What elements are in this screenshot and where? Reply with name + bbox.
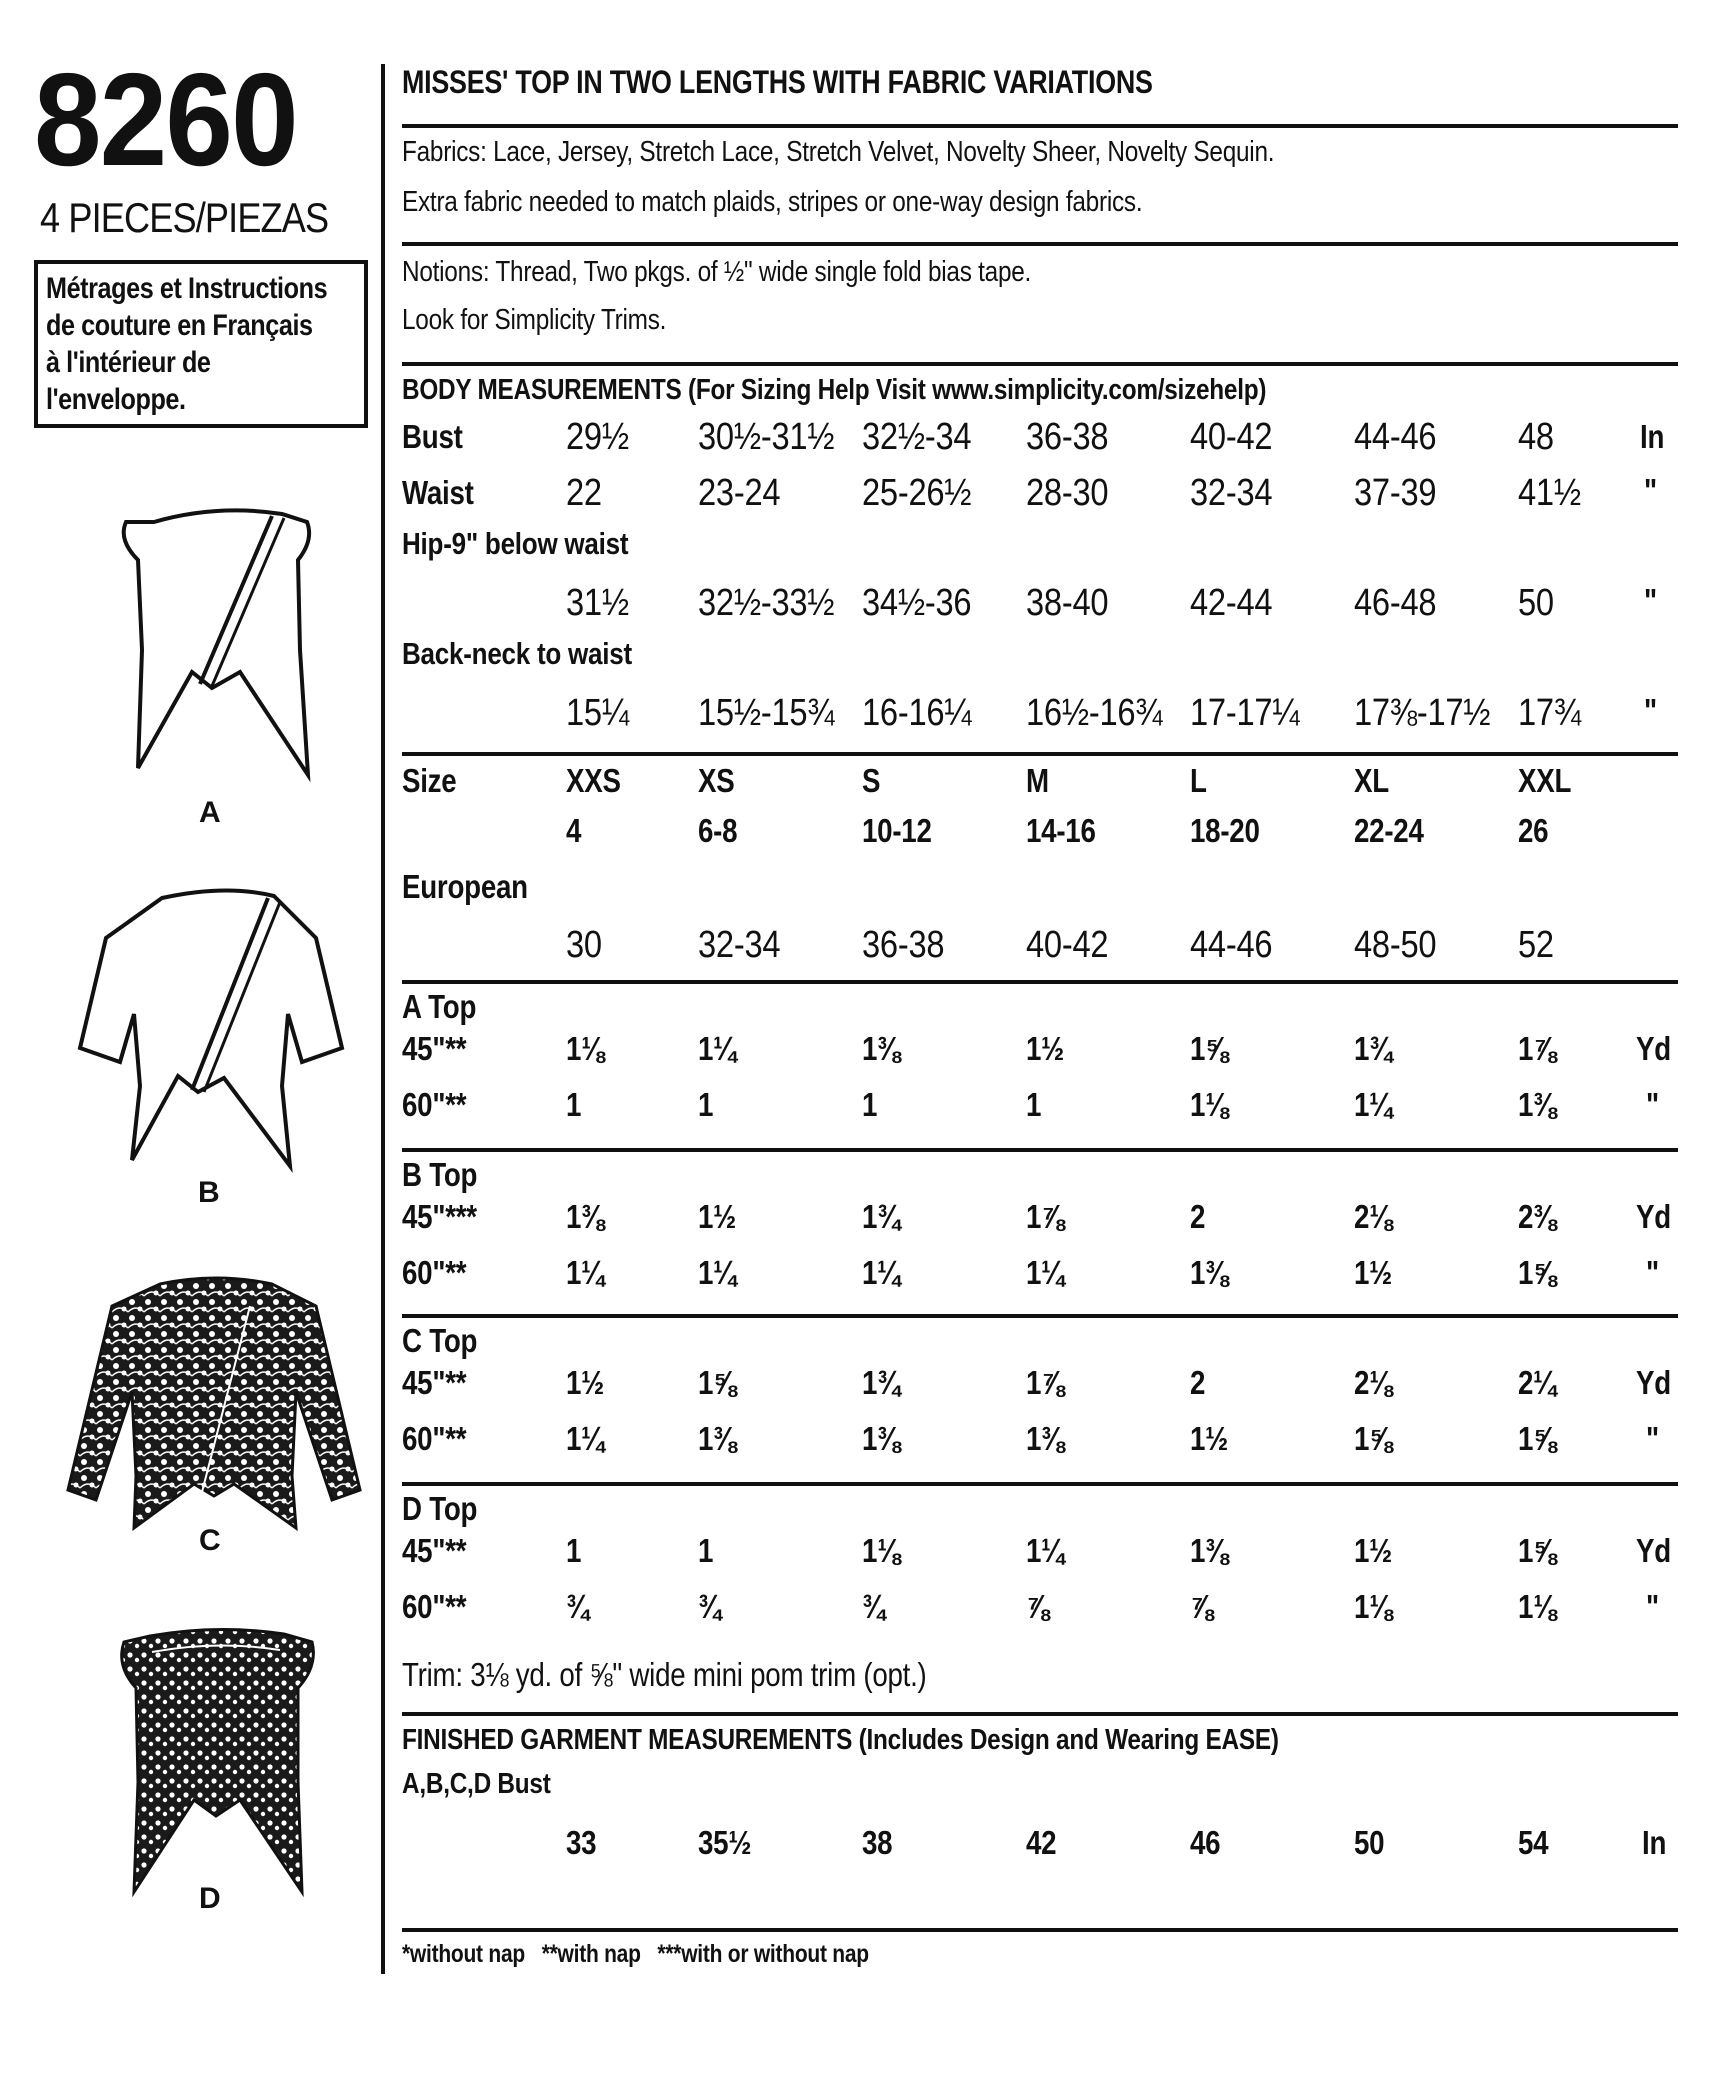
notions-note: Look for Simplicity Trims.	[402, 304, 667, 336]
cell: 29½	[566, 416, 629, 458]
cell: XL	[1354, 762, 1389, 799]
cell: 1⅞	[1518, 1030, 1557, 1067]
fabric-width-label: 60"**	[402, 1254, 467, 1291]
cell: 1⅝	[1354, 1420, 1393, 1457]
cell: 15½-15¾	[698, 692, 835, 734]
view-yardage-label: B Top	[402, 1156, 478, 1193]
cell: S	[862, 762, 881, 799]
cell: 18-20	[1190, 812, 1260, 849]
finished-bust-label: A,B,C,D Bust	[402, 1768, 551, 1800]
cell: 1⅛	[1354, 1588, 1393, 1625]
view-c-label: C	[199, 1524, 221, 1557]
cell: 52	[1518, 924, 1554, 966]
cell: 1⅞	[1026, 1198, 1065, 1235]
cell: 2¼	[1518, 1364, 1557, 1401]
cell: 1⅝	[1518, 1254, 1557, 1291]
cell: 1⅜	[698, 1420, 737, 1457]
body-measurements-heading: BODY MEASUREMENTS (For Sizing Help Visit www.simplicity.com/sizehelp)	[402, 374, 1267, 406]
cell: 50	[1354, 1824, 1385, 1861]
cell: 1½	[1354, 1254, 1393, 1291]
cell: ¾	[566, 1588, 589, 1625]
view-d-label: D	[199, 1882, 221, 1915]
french-note-line: Métrages et Instructions	[46, 272, 328, 305]
cell: L	[1190, 762, 1207, 799]
cell: 14-16	[1026, 812, 1096, 849]
cell: 17¾	[1518, 692, 1581, 734]
cell: 2⅛	[1354, 1364, 1393, 1401]
french-note-line: à l'intérieur de	[46, 346, 211, 379]
cell: M	[1026, 762, 1049, 799]
cell: 26	[1518, 812, 1549, 849]
fabric-width-label: 45"**	[402, 1532, 467, 1569]
backneck-label: Back-neck to waist	[402, 636, 632, 671]
cell: 1	[566, 1532, 582, 1569]
cell: 44-46	[1354, 416, 1437, 458]
divider	[402, 980, 1678, 984]
cell: 46-48	[1354, 582, 1437, 624]
view-yardage-label: D Top	[402, 1490, 478, 1527]
cell: 31½	[566, 582, 629, 624]
finished-heading: FINISHED GARMENT MEASUREMENTS (Includes Design and Wearing EASE)	[402, 1724, 1279, 1756]
cell: 1¼	[698, 1254, 737, 1291]
cell: 1¼	[698, 1030, 737, 1067]
cell: XXS	[566, 762, 621, 799]
divider	[402, 1712, 1678, 1716]
column-divider	[381, 64, 385, 1974]
trim-note: Trim: 3⅛ yd. of ⅝" wide mini pom trim (opt.)	[402, 1656, 927, 1693]
cell: 40-42	[1190, 416, 1273, 458]
divider	[402, 242, 1678, 246]
cell: ¾	[862, 1588, 885, 1625]
cell: 1⅛	[862, 1532, 901, 1569]
cell: 17⅜-17½	[1354, 692, 1491, 734]
cell: 1¾	[862, 1198, 901, 1235]
waist-label: Waist	[402, 474, 474, 511]
bust-label: Bust	[402, 418, 463, 455]
yardage-unit: "	[1646, 1086, 1659, 1123]
yardage-unit: Yd	[1636, 1532, 1671, 1569]
yardage-unit: Yd	[1636, 1030, 1671, 1067]
cell: ⅞	[1190, 1588, 1213, 1625]
cell: 41½	[1518, 472, 1581, 514]
cell: 38-40	[1026, 582, 1109, 624]
cell: 38	[862, 1824, 893, 1861]
cell: 1⅛	[566, 1030, 605, 1067]
divider	[402, 124, 1678, 128]
cell: 1	[862, 1086, 878, 1123]
cell: 1¼	[862, 1254, 901, 1291]
cell: 42	[1026, 1824, 1057, 1861]
fabric-width-label: 45"**	[402, 1364, 467, 1401]
cell: 42-44	[1190, 582, 1273, 624]
cell: 1⅝	[698, 1364, 737, 1401]
cell: 1⅞	[1026, 1364, 1065, 1401]
backneck-unit: "	[1644, 692, 1657, 729]
cell: 4	[566, 812, 582, 849]
cell: 17-17¼	[1190, 692, 1300, 734]
cell: 1¼	[566, 1254, 605, 1291]
cell: 1⅝	[1518, 1532, 1557, 1569]
fabrics-note: Extra fabric needed to match plaids, stripes or one-way design fabrics.	[402, 186, 1143, 218]
french-instructions-box	[34, 260, 368, 428]
cell: 40-42	[1026, 924, 1109, 966]
cell: 54	[1518, 1824, 1549, 1861]
cell: 1⅛	[1190, 1086, 1229, 1123]
cell: 1½	[1190, 1420, 1229, 1457]
cell: 1¾	[862, 1364, 901, 1401]
view-b-illustration	[76, 878, 346, 1178]
cell: 32-34	[698, 924, 781, 966]
cell: 28-30	[1026, 472, 1109, 514]
cell: 1	[566, 1086, 582, 1123]
nap-footnote: *without nap **with nap ***with or without nap	[402, 1940, 869, 1968]
cell: 16-16¼	[862, 692, 972, 734]
divider	[402, 1482, 1678, 1486]
cell: 22-24	[1354, 812, 1424, 849]
cell: XXL	[1518, 762, 1572, 799]
view-yardage-label: A Top	[402, 988, 477, 1025]
hip-unit: "	[1644, 582, 1657, 619]
finished-unit: In	[1642, 1824, 1667, 1861]
cell: 44-46	[1190, 924, 1273, 966]
cell: 32½-34	[862, 416, 972, 458]
cell: 1⅜	[1026, 1420, 1065, 1457]
cell: 1¼	[1026, 1532, 1065, 1569]
european-label: European	[402, 868, 528, 905]
yardage-unit: Yd	[1636, 1198, 1671, 1235]
yardage-unit: "	[1646, 1420, 1659, 1457]
fabric-width-label: 60"**	[402, 1420, 467, 1457]
french-note-line: de couture en Français	[46, 309, 313, 342]
cell: 34½-36	[862, 582, 972, 624]
cell: ⅞	[1026, 1588, 1049, 1625]
bust-unit: In	[1640, 418, 1665, 455]
cell: 23-24	[698, 472, 781, 514]
divider	[402, 1148, 1678, 1152]
fabric-width-label: 45"***	[402, 1198, 477, 1235]
french-note-line: l'enveloppe.	[46, 383, 186, 416]
cell: 10-12	[862, 812, 932, 849]
fabrics-line	[402, 138, 1274, 167]
cell: 1½	[698, 1198, 737, 1235]
cell: 1⅜	[1518, 1086, 1557, 1123]
cell: 15¼	[566, 692, 629, 734]
yardage-unit: Yd	[1636, 1364, 1671, 1401]
divider	[402, 362, 1678, 366]
yardage-unit: "	[1646, 1588, 1659, 1625]
pattern-number: 8260	[34, 46, 297, 193]
cell: 1⅛	[1518, 1588, 1557, 1625]
divider	[402, 752, 1678, 756]
cell: 22	[566, 472, 602, 514]
cell: 35½	[698, 1824, 752, 1861]
cell: 36-38	[862, 924, 945, 966]
cell: 1⅜	[1190, 1254, 1229, 1291]
cell: 1	[698, 1086, 714, 1123]
cell: 2⅛	[1354, 1198, 1393, 1235]
cell: 1½	[1026, 1030, 1065, 1067]
cell: 1¼	[566, 1420, 605, 1457]
cell: 1	[698, 1532, 714, 1569]
view-yardage-label: C Top	[402, 1322, 478, 1359]
yardage-unit: "	[1646, 1254, 1659, 1291]
fabric-width-label: 60"**	[402, 1086, 467, 1123]
notions-line: Notions: Thread, Two pkgs. of ½" wide single fold bias tape.	[402, 256, 1032, 288]
view-b-label: B	[198, 1176, 220, 1209]
view-a-illustration	[112, 500, 322, 790]
cell: 32-34	[1190, 472, 1273, 514]
cell: 1½	[1354, 1532, 1393, 1569]
fabrics-text: Fabrics: Lace, Jersey, Stretch Lace, Stretch Velvet, Novelty Sheer, Novelty Sequin.	[402, 136, 1275, 168]
cell: 25-26½	[862, 472, 972, 514]
view-a-label: A	[199, 796, 221, 829]
cell: ¾	[698, 1588, 721, 1625]
view-c-illustration	[64, 1266, 364, 1534]
cell: 33	[566, 1824, 597, 1861]
divider	[402, 1928, 1678, 1932]
cell: 50	[1518, 582, 1554, 624]
cell: 6-8	[698, 812, 738, 849]
cell: 30½-31½	[698, 416, 835, 458]
cell: 1⅝	[1518, 1420, 1557, 1457]
cell: 1¼	[1354, 1086, 1393, 1123]
cell: 1⅜	[1190, 1532, 1229, 1569]
cell: 16½-16¾	[1026, 692, 1163, 734]
cell: 36-38	[1026, 416, 1109, 458]
cell: 1	[1026, 1086, 1042, 1123]
divider	[402, 1314, 1678, 1318]
cell: 2	[1190, 1198, 1206, 1235]
cell: 32½-33½	[698, 582, 835, 624]
cell: 48	[1518, 416, 1554, 458]
cell: 2	[1190, 1364, 1206, 1401]
size-label: Size	[402, 762, 457, 799]
fabric-width-label: 60"**	[402, 1588, 467, 1625]
view-d-illustration	[112, 1622, 322, 1902]
cell: 1⅝	[1190, 1030, 1229, 1067]
cell: 1⅜	[566, 1198, 605, 1235]
cell: XS	[698, 762, 735, 799]
page-title: MISSES' TOP IN TWO LENGTHS WITH FABRIC VARIATIONS	[402, 64, 1153, 100]
cell: 30	[566, 924, 602, 966]
cell: 1½	[566, 1364, 605, 1401]
cell: 1¼	[1026, 1254, 1065, 1291]
fabric-width-label: 45"**	[402, 1030, 467, 1067]
pieces-count: 4 PIECES/PIEZAS	[40, 194, 329, 241]
cell: 46	[1190, 1824, 1221, 1861]
cell: 1⅜	[862, 1420, 901, 1457]
cell: 1⅜	[862, 1030, 901, 1067]
cell: 48-50	[1354, 924, 1437, 966]
cell: 2⅜	[1518, 1198, 1557, 1235]
cell: 1¾	[1354, 1030, 1393, 1067]
hip-label: Hip-9" below waist	[402, 526, 629, 561]
cell: 37-39	[1354, 472, 1437, 514]
waist-unit: "	[1644, 472, 1657, 509]
